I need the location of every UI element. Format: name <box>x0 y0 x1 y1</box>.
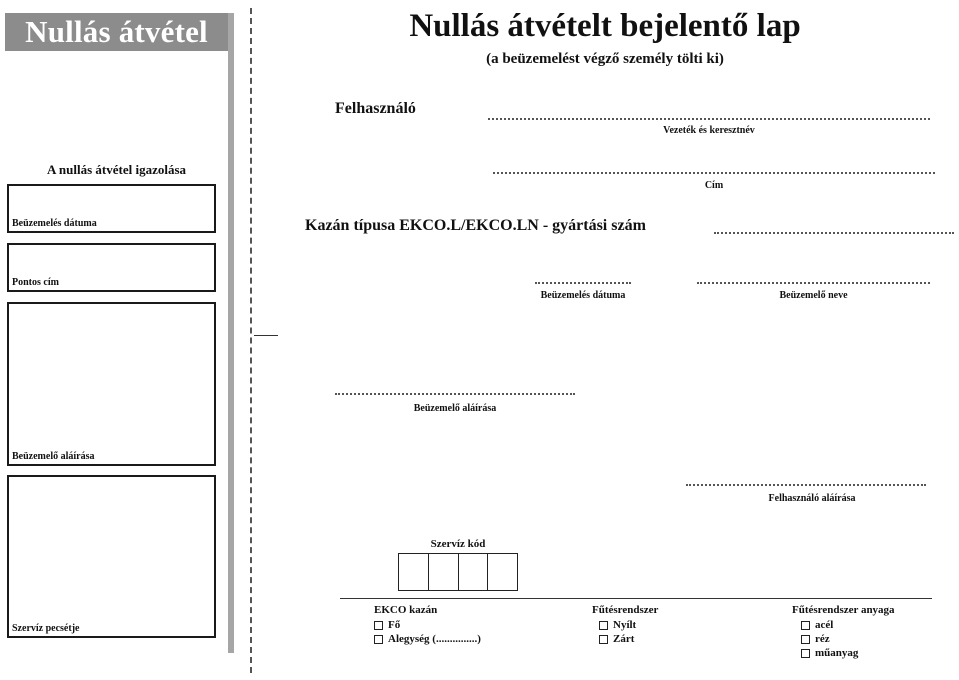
stub-title: Nullás átvétel <box>5 13 228 51</box>
stub-install-date-box[interactable] <box>7 184 216 233</box>
serial-number-field[interactable] <box>714 232 954 234</box>
heating-options-heading: Fűtésrendszer <box>592 604 659 616</box>
stub-address-box[interactable] <box>7 243 216 292</box>
user-signature-field[interactable] <box>686 484 926 486</box>
stub-side-bar <box>228 13 234 653</box>
stub-service-stamp-box[interactable] <box>7 475 216 638</box>
form-title: Nullás átvételt bejelentő lap <box>409 8 801 44</box>
address-field[interactable] <box>493 172 935 174</box>
name-caption: Vezeték és keresztnév <box>663 125 755 136</box>
form-subtitle: (a beüzemelést végző személy tölti ki) <box>486 51 724 67</box>
checkbox-icon[interactable] <box>599 635 608 644</box>
option-open-system[interactable]: Nyílt <box>599 618 658 632</box>
checkbox-icon[interactable] <box>374 635 383 644</box>
install-date-caption: Beüzemelés dátuma <box>540 290 626 301</box>
installer-name-caption: Beüzemelő neve <box>779 290 848 301</box>
heating-system-options <box>592 604 658 646</box>
option-plastic[interactable]: műanyag <box>801 646 895 660</box>
service-code-digit[interactable] <box>429 554 459 590</box>
cut-line <box>250 8 252 673</box>
boiler-options <box>374 604 481 646</box>
checkbox-icon[interactable] <box>801 649 810 658</box>
option-steel[interactable]: acél <box>801 618 895 632</box>
stub-installer-signature-box[interactable] <box>7 302 216 466</box>
address-caption: Cím <box>704 180 724 191</box>
stub-box-label: Szervíz pecsétje <box>12 623 80 634</box>
service-code-digit[interactable] <box>459 554 489 590</box>
boiler-options-heading: EKCO kazán <box>374 604 438 616</box>
option-main-boiler[interactable]: Fő <box>374 618 481 632</box>
service-code-label: Szervíz kód <box>430 538 486 550</box>
option-copper[interactable]: réz <box>801 632 895 646</box>
stub-box-label: Pontos cím <box>12 277 59 288</box>
checkbox-icon[interactable] <box>801 621 810 630</box>
install-date-field[interactable] <box>535 282 631 284</box>
service-code-input[interactable] <box>398 553 518 591</box>
installer-signature-caption: Beüzemelő aláírása <box>413 403 497 414</box>
checkbox-icon[interactable] <box>599 621 608 630</box>
service-code-digit[interactable] <box>399 554 429 590</box>
stub-box-label: Beüzemelés dátuma <box>12 218 97 229</box>
service-code-digit[interactable] <box>488 554 517 590</box>
installer-name-field[interactable] <box>697 282 930 284</box>
material-options-heading: Fűtésrendszer anyaga <box>792 604 895 616</box>
installer-signature-field[interactable] <box>335 393 575 395</box>
stub-heading: A nullás átvétel igazolása <box>46 162 187 177</box>
user-signature-caption: Felhasználó aláírása <box>768 493 856 504</box>
checkbox-icon[interactable] <box>801 635 810 644</box>
options-divider <box>340 598 932 599</box>
cut-mark <box>254 335 278 336</box>
user-label: Felhasználó <box>335 100 416 117</box>
heating-material-options <box>792 604 895 660</box>
option-sub-unit[interactable]: Alegység (...............) <box>374 632 481 646</box>
stub-box-label: Beüzemelő aláírása <box>12 451 95 462</box>
user-name-field[interactable] <box>488 118 930 120</box>
checkbox-icon[interactable] <box>374 621 383 630</box>
option-closed-system[interactable]: Zárt <box>599 632 658 646</box>
boiler-type-label: Kazán típusa EKCO.L/EKCO.LN - gyártási szám <box>305 217 646 234</box>
